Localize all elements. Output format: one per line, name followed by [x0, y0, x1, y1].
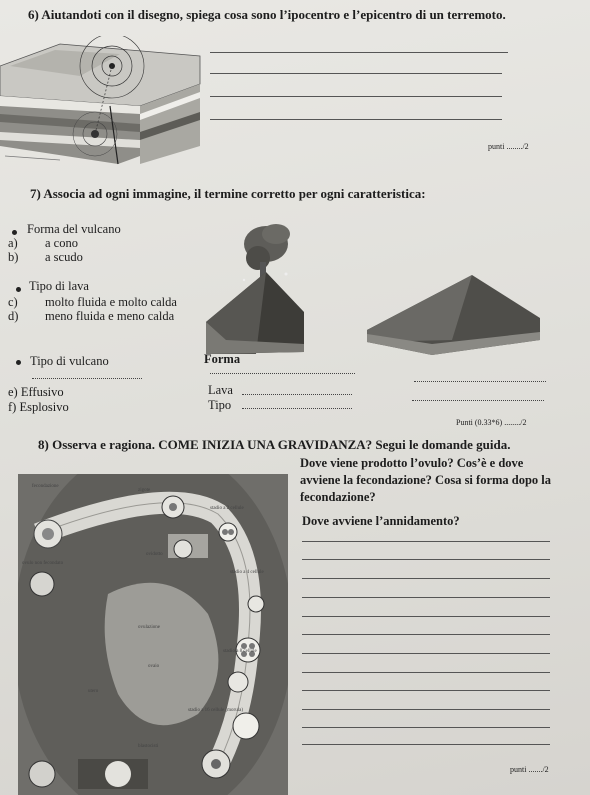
q6-points: punti ......../2 [488, 142, 529, 151]
answer-line[interactable] [210, 373, 355, 374]
bullet-icon [16, 287, 21, 292]
fertilization-diagram [18, 474, 288, 795]
q8-question-2: Dove avviene l’annidamento? [302, 514, 460, 528]
label-fecondazione: fecondazione [32, 484, 59, 489]
label-zigote: zigote [138, 488, 151, 493]
answer-line[interactable] [242, 394, 352, 395]
option-letter: c) [8, 295, 18, 309]
forma-label: Forma [204, 352, 241, 366]
q8-title: 8) Osserva e ragiona. COME INIZIA UNA GRAVIDANZA? Segui le domande guida. [38, 437, 511, 452]
answer-line[interactable] [210, 96, 502, 97]
answer-line[interactable] [302, 616, 550, 617]
answer-line[interactable] [302, 653, 550, 654]
q6-title: 6) Aiutandoti con il disegno, spiega cosa sono l’ipocentro e l’epicentro di un terremoto. [28, 7, 506, 22]
option-d-meno-fluida: meno fluida e meno calda [45, 309, 175, 323]
label-stadio-4: stadio a 4 cellule [230, 570, 264, 575]
option-c-fluida: molto fluida e molto calda [45, 295, 177, 309]
answer-line[interactable] [302, 597, 550, 598]
label-stadio-2: stadio a 2 cellule [210, 506, 244, 511]
answer-line[interactable] [32, 378, 142, 379]
answer-line[interactable] [302, 541, 550, 542]
label-ovulazione: ovulazione [138, 625, 160, 630]
option-a-cono: a cono [45, 236, 78, 250]
q8-question-1: Dove viene prodotto l’ovulo? Cos’è e dove avviene la fecondazione? Cosa si forma dopo la fecondazione? [300, 456, 552, 504]
answer-line[interactable] [302, 634, 550, 635]
lava-header: Tipo di lava [29, 279, 89, 293]
answer-line[interactable] [210, 73, 502, 74]
label-ovulo: ovulo non fecondato [22, 561, 64, 566]
tipo-header: Tipo di vulcano [30, 354, 109, 368]
answer-line[interactable] [210, 119, 502, 120]
forma-header: Forma del vulcano [27, 222, 121, 236]
answer-line[interactable] [412, 400, 544, 401]
answer-line[interactable] [302, 672, 550, 673]
earthquake-diagram [0, 36, 210, 171]
bullet-icon [16, 360, 21, 365]
option-letter: b) [8, 250, 19, 264]
option-b-scudo: a scudo [45, 250, 83, 264]
bullet-icon [12, 230, 17, 235]
label-blastocisti: blastocisti [138, 744, 159, 749]
option-f-esplosivo: f) Esplosivo [8, 400, 69, 414]
answer-line[interactable] [414, 381, 546, 382]
answer-line[interactable] [302, 578, 550, 579]
tipo-label: Tipo [208, 398, 232, 412]
q7-points: Punti (0.33*6) ......../2 [456, 418, 527, 427]
answer-line[interactable] [302, 727, 550, 728]
volcano-cono-image [196, 222, 306, 362]
volcano-scudo-image [362, 270, 542, 360]
lava-label: Lava [208, 383, 233, 397]
label-stadio-16: stadio a 16 cellule (morula) [188, 708, 243, 713]
answer-line[interactable] [302, 744, 550, 745]
answer-line[interactable] [302, 559, 550, 560]
answer-line[interactable] [242, 408, 352, 409]
label-ovidotto: ovidotto [146, 552, 163, 557]
option-letter: d) [8, 309, 19, 323]
label-utero: utero [88, 689, 99, 694]
label-ovaio: ovaio [148, 664, 160, 669]
label-stadio-8: stadio a 8 cellule [223, 649, 257, 654]
option-letter: a) [8, 236, 18, 250]
answer-line[interactable] [302, 690, 550, 691]
option-e-effusivo: e) Effusivo [8, 385, 64, 399]
q7-title: 7) Associa ad ogni immagine, il termine corretto per ogni caratteristica: [30, 186, 426, 201]
answer-line[interactable] [302, 709, 550, 710]
q8-points: punti ......./2 [510, 765, 549, 774]
answer-line[interactable] [210, 52, 508, 53]
